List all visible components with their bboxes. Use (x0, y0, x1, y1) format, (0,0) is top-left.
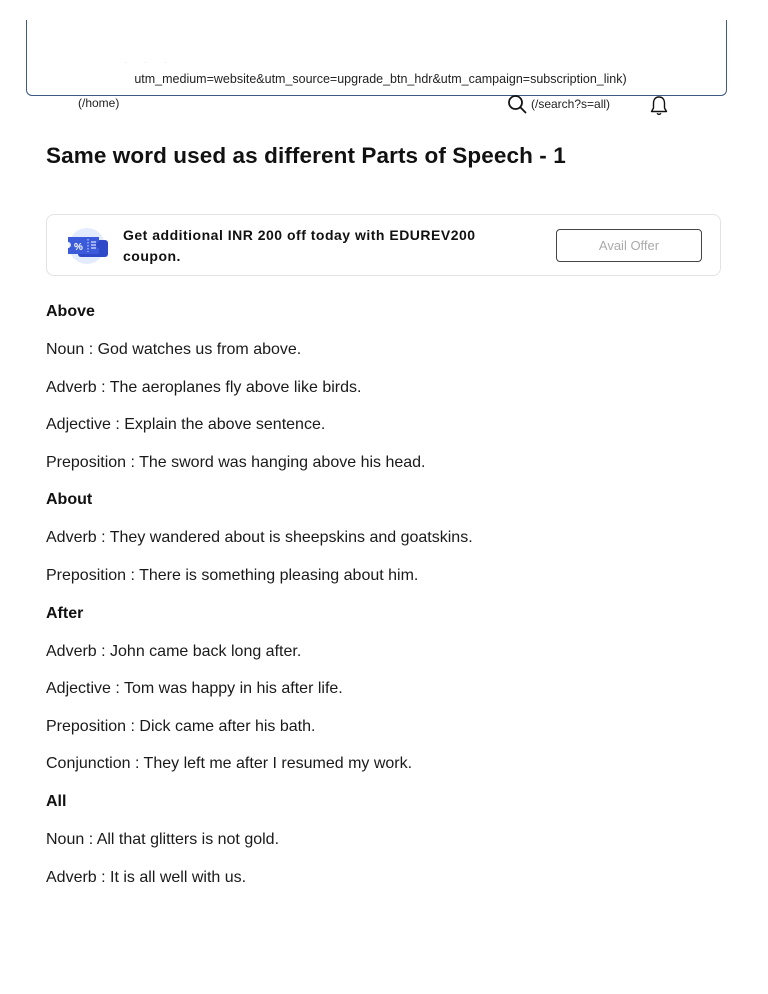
coupon-ticket-icon (65, 227, 111, 265)
example-sentence: Adverb : It is all well with us. (46, 868, 247, 886)
section-heading: About (46, 491, 93, 509)
bell-icon[interactable] (649, 95, 669, 117)
example-sentence: Adjective : Tom was happy in his after life. (46, 680, 343, 698)
offer-text: Get additional INR 200 off today with EDUREV200 coupon. (123, 227, 476, 264)
avail-offer-button[interactable]: Avail Offer (556, 229, 702, 262)
section-all (46, 792, 726, 888)
example-sentence: Preposition : The sword was hanging above his head. (46, 453, 426, 471)
upgrade-link[interactable] (26, 20, 727, 96)
search-link[interactable] (507, 94, 610, 114)
example-sentence: Adverb : They wandered about is sheepskins and goatskins. (46, 529, 473, 547)
section-about (46, 490, 726, 586)
example-sentence: Adjective : Explain the above sentence. (46, 416, 326, 434)
page-title: Same word used as different Parts of Speech - 1 (46, 143, 566, 168)
article-content (46, 302, 726, 905)
home-link[interactable]: (/home) (78, 96, 120, 110)
example-sentence: Adverb : The aeroplanes fly above like birds. (46, 378, 362, 396)
section-after (46, 604, 726, 775)
section-above (46, 302, 726, 473)
search-link-label: (/search?s=all) (531, 97, 611, 111)
example-sentence: Preposition : Dick came after his bath. (46, 717, 316, 735)
section-heading: After (46, 604, 84, 622)
example-sentence: Adverb : John came back long after. (46, 642, 302, 660)
example-sentence: Noun : All that glitters is not gold. (46, 830, 280, 848)
truncated-text: · · · (125, 60, 175, 66)
search-icon (507, 94, 527, 114)
offer-card (46, 214, 721, 276)
svg-text:%: % (74, 242, 83, 253)
section-heading: All (46, 792, 67, 810)
example-sentence: Noun : God watches us from above. (46, 341, 302, 358)
example-sentence: Conjunction : They left me after I resumed my work. (46, 755, 413, 773)
section-heading: Above (46, 303, 95, 320)
upgrade-link-url: utm_medium=website&utm_source=upgrade_btn_hdr&utm_campaign=subscription_link) (134, 72, 627, 86)
example-sentence: Preposition : There is something pleasing about him. (46, 566, 419, 584)
